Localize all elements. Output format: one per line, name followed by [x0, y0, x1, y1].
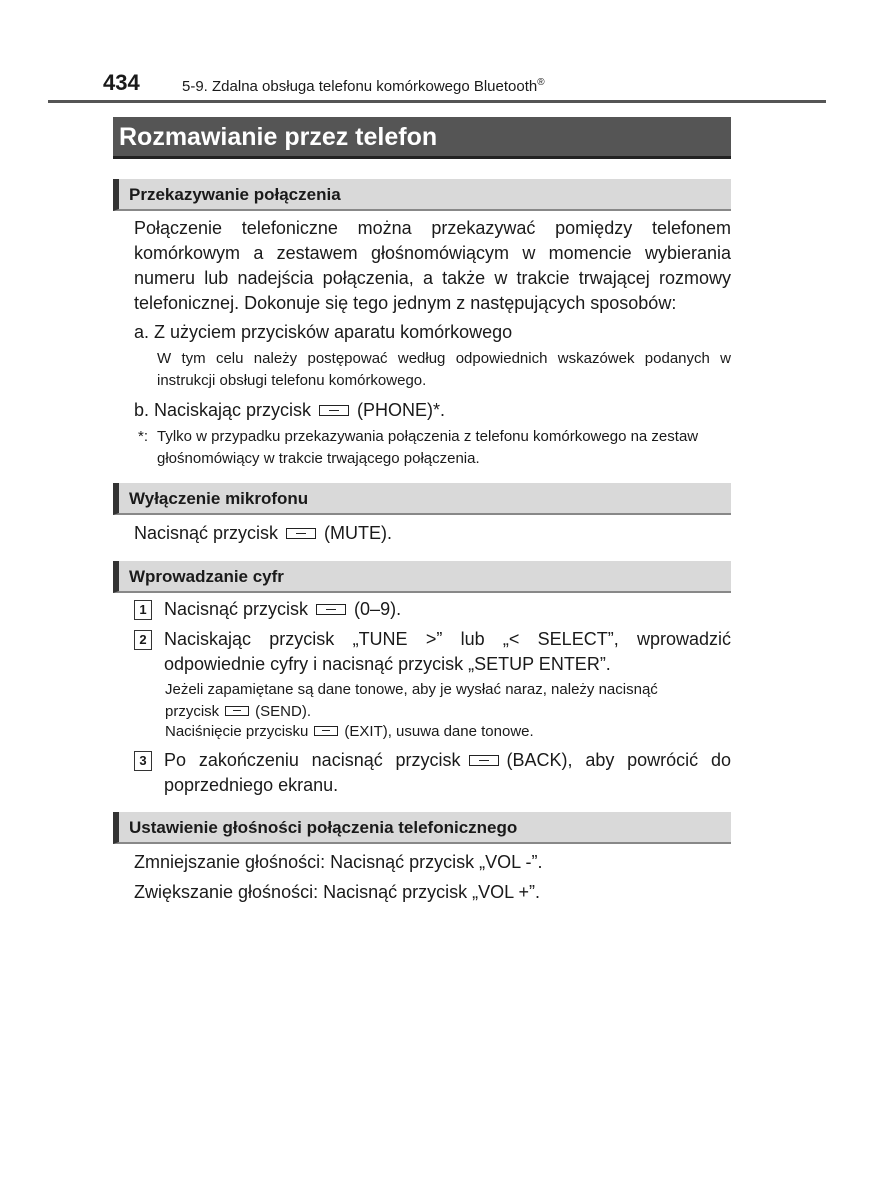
phone-button-icon [319, 405, 349, 416]
digit-button-icon [316, 604, 346, 615]
mute-text-pre: Nacisnąć przycisk [134, 523, 279, 543]
volume-increase: Zwiększanie głośności: Nacisnąć przycisk „VOL +”. [134, 882, 540, 902]
page-number: 434 [103, 70, 140, 95]
transfer-intro: Połączenie telefoniczne można przekazywać pomiędzy telefonem komórkowym a zestawem głośnomówiącym w momencie wybierania numeru lub nadejścia połączenia, a także w trakcie trwającej rozmowy telefonicznej. Dokonuje się tego jednym z następujących sposobów: [134, 218, 731, 313]
step-2-text: Naciskając przycisk „TUNE >” lub „< SELECT”, wprowadzić odpowiednie cyfry i nacisnąć przycisk „SETUP ENTER”. [164, 629, 731, 674]
header-rule [48, 100, 826, 103]
page-title: Rozmawianie przez telefon [113, 117, 731, 159]
transfer-item-b [134, 398, 731, 423]
exit-button-icon [314, 726, 338, 736]
send-note-pre: przycisk [165, 703, 220, 720]
step-1-text [164, 597, 731, 622]
section-heading-transfer: Przekazywanie połączenia [113, 179, 731, 211]
mute-text [134, 521, 731, 546]
step-3-label: (BACK), aby powrócić do poprzedniego ekranu. [164, 750, 731, 795]
step-2-note-line-2 [165, 701, 311, 723]
step-3-pre: Po zakończeniu nacisnąć przycisk [164, 750, 461, 770]
step-2-note-line-3 [165, 721, 534, 743]
mute-text-label: (MUTE). [324, 523, 393, 543]
volume-decrease: Zmniejszanie głośności: Nacisnąć przycisk „VOL -”. [134, 852, 543, 872]
step-number-2: 2 [134, 630, 152, 650]
chapter-title [182, 77, 545, 95]
footnote-mark: *: [138, 428, 149, 445]
step-2-note-line-1: Jeżeli zapamiętane są dane tonowe, aby je wysłać naraz, należy nacisnąć [165, 681, 658, 698]
step-1-pre: Nacisnąć przycisk [164, 599, 309, 619]
registered-mark: ® [537, 77, 545, 88]
chapter-text: 5-9. Zdalna obsługa telefonu komórkowego Bluetooth [182, 78, 538, 95]
back-button-icon [469, 755, 499, 766]
item-b-label: (PHONE)*. [357, 400, 446, 420]
transfer-item-a: a. Z użyciem przycisków aparatu komórkowego [134, 322, 513, 342]
section-heading-volume: Ustawienie głośności połączenia telefonicznego [113, 812, 731, 844]
send-note-label: (SEND). [255, 703, 312, 720]
section-heading-digits: Wprowadzanie cyfr [113, 561, 731, 593]
item-b-text: b. Naciskając przycisk [134, 400, 312, 420]
step-number-3: 3 [134, 751, 152, 771]
mute-button-icon [286, 528, 316, 539]
step-1-label: (0–9). [354, 599, 402, 619]
footnote-text: Tylko w przypadku przekazywania połączenia z telefonu komórkowego na zestaw głośnomówiący w trakcie trwającego połączenia. [157, 428, 699, 467]
step-3-text [164, 748, 731, 798]
exit-note-label: (EXIT), usuwa dane tonowe. [344, 723, 534, 740]
exit-note-pre: Naciśnięcie przycisku [165, 723, 309, 740]
section-heading-mute: Wyłączenie mikrofonu [113, 483, 731, 515]
send-button-icon [225, 706, 249, 716]
transfer-item-a-note: W tym celu należy postępować według odpowiednich wskazówek podanych w instrukcji obsługi telefonu komórkowego. [157, 350, 731, 389]
step-number-1: 1 [134, 600, 152, 620]
